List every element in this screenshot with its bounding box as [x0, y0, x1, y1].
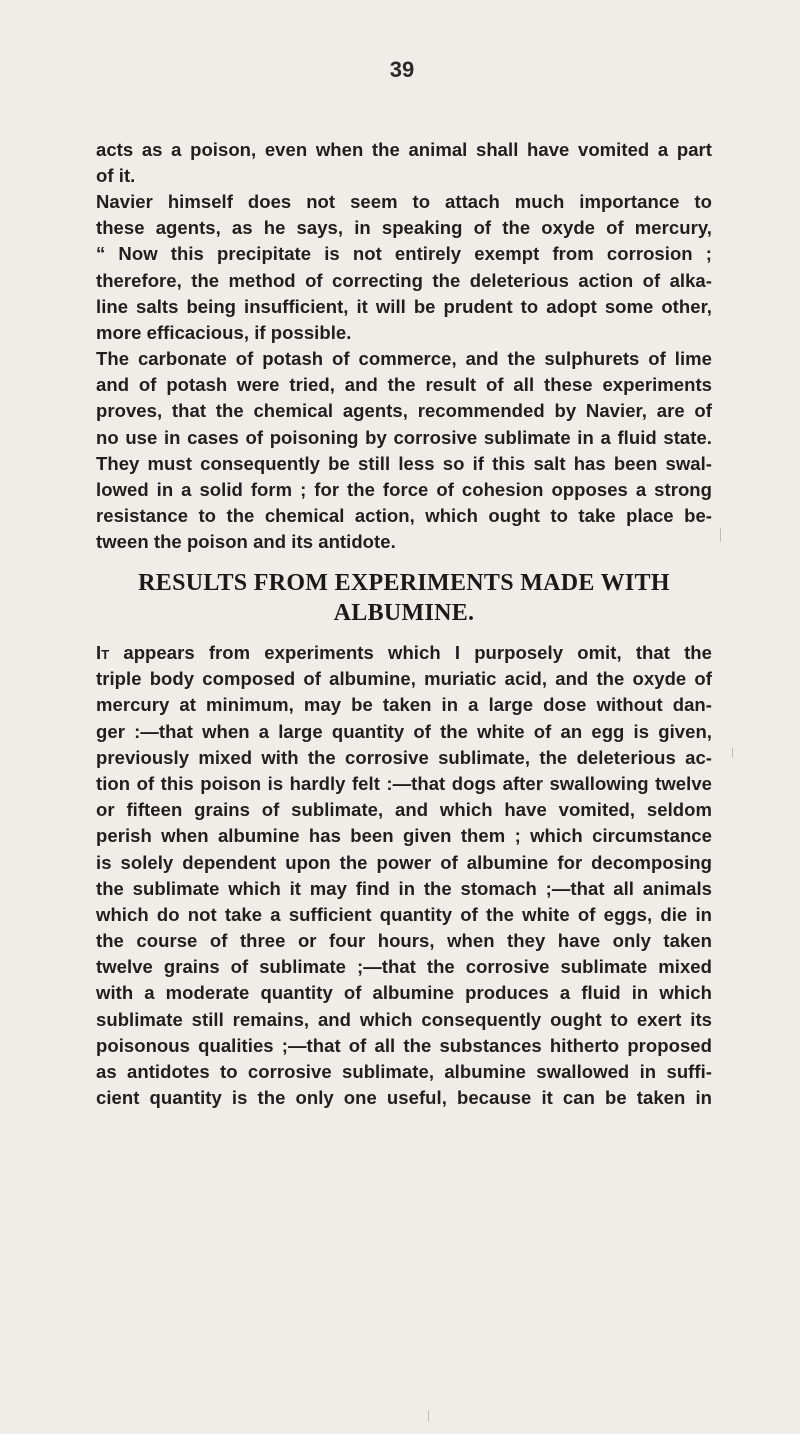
- paragraph-carbonate: [96, 346, 712, 556]
- text-line: poisonous qualities ;—that of all the substances hitherto proposed: [96, 1034, 712, 1056]
- text-line: the course of three or four hours, when they have only taken: [96, 930, 712, 952]
- text-line: The carbonate of potash of commerce, and the sulphurets of lime: [96, 348, 712, 369]
- heading-line: RESULTS FROM EXPERIMENTS MADE WITH: [138, 570, 670, 596]
- text-line: mercury at minimum, may be taken in a large dose without dan-: [96, 694, 712, 716]
- text-line: proves, that the chemical agents, recommended by Navier, are of: [96, 400, 712, 422]
- scan-mark: [732, 748, 733, 758]
- text-line: previously mixed with the corrosive sublimate, the deleterious ac-: [96, 746, 712, 768]
- text-line: [96, 640, 712, 666]
- text-line: Navier himself does not seem to attach much importance to: [96, 191, 712, 212]
- paragraph-continuation: [96, 137, 712, 189]
- text-line: tion of this poison is hardly felt :—that dogs after swallowing twelve: [96, 772, 712, 794]
- text-line: tween the poison and its antidote.: [96, 531, 396, 553]
- text-line: cient quantity is the only one useful, because it can be taken in: [96, 1087, 712, 1109]
- text-line: or fifteen grains of sublimate, and which have vomited, seldom: [96, 799, 712, 821]
- text-line: line salts being insufficient, it will be prudent to adopt some other,: [96, 295, 712, 317]
- text-line: sublimate still remains, and which consequently ought to exert its: [96, 1008, 712, 1030]
- text-line: more efficacious, if possible.: [96, 321, 352, 343]
- text-line: twelve grains of sublimate ;—that the corrosive sublimate mixed: [96, 956, 712, 978]
- text-line: perish when albumine has been given them ; which circumstance: [96, 825, 712, 847]
- page-number: 39: [389, 57, 415, 82]
- text-line: therefore, the method of correcting the deleterious action of alka-: [96, 269, 712, 291]
- text-line: is solely dependent upon the power of albumine for decomposing: [96, 851, 712, 873]
- lead-word: It: [96, 642, 110, 663]
- text-line: ger :—that when a large quantity of the white of an egg is given,: [96, 720, 712, 742]
- scan-mark: [428, 1410, 429, 1422]
- text-line: lowed in a solid form ; for the force of cohesion opposes a strong: [96, 478, 712, 500]
- text-line: triple body composed of albumine, muriatic acid, and the oxyde of: [96, 668, 712, 690]
- lead-line-rest: appears from experiments which I purposely omit, that the: [109, 642, 712, 663]
- text-line: no use in cases of poisoning by corrosive sublimate in a fluid state.: [96, 426, 712, 448]
- text-line: which do not take a sufficient quantity of the white of eggs, die in: [96, 903, 712, 925]
- paragraph-albumine-results: [96, 640, 712, 1111]
- text-line: acts as a poison, even when the animal shall have vomited a part: [96, 139, 712, 160]
- text-line: “ Now this precipitate is not entirely exempt from corrosion ;: [96, 243, 712, 265]
- text-line: these agents, as he says, in speaking of the oxyde of mercury,: [96, 217, 712, 239]
- heading-line: ALBUMINE.: [333, 600, 475, 626]
- text-line: resistance to the chemical action, which ought to take place be-: [96, 505, 712, 527]
- text-line: with a moderate quantity of albumine produces a fluid in which: [96, 982, 712, 1004]
- section-heading: [96, 568, 712, 628]
- text-line: the sublimate which it may find in the stomach ;—that all animals: [96, 877, 712, 899]
- text-line: of it.: [96, 165, 136, 187]
- text-line: and of potash were tried, and the result of all these experiments: [96, 374, 712, 396]
- text-line: as antidotes to corrosive sublimate, albumine swallowed in suffi-: [96, 1061, 712, 1082]
- scan-mark: [720, 528, 721, 542]
- paragraph-navier: [96, 189, 712, 346]
- text-line: They must consequently be still less so if this salt has been swal-: [96, 452, 712, 474]
